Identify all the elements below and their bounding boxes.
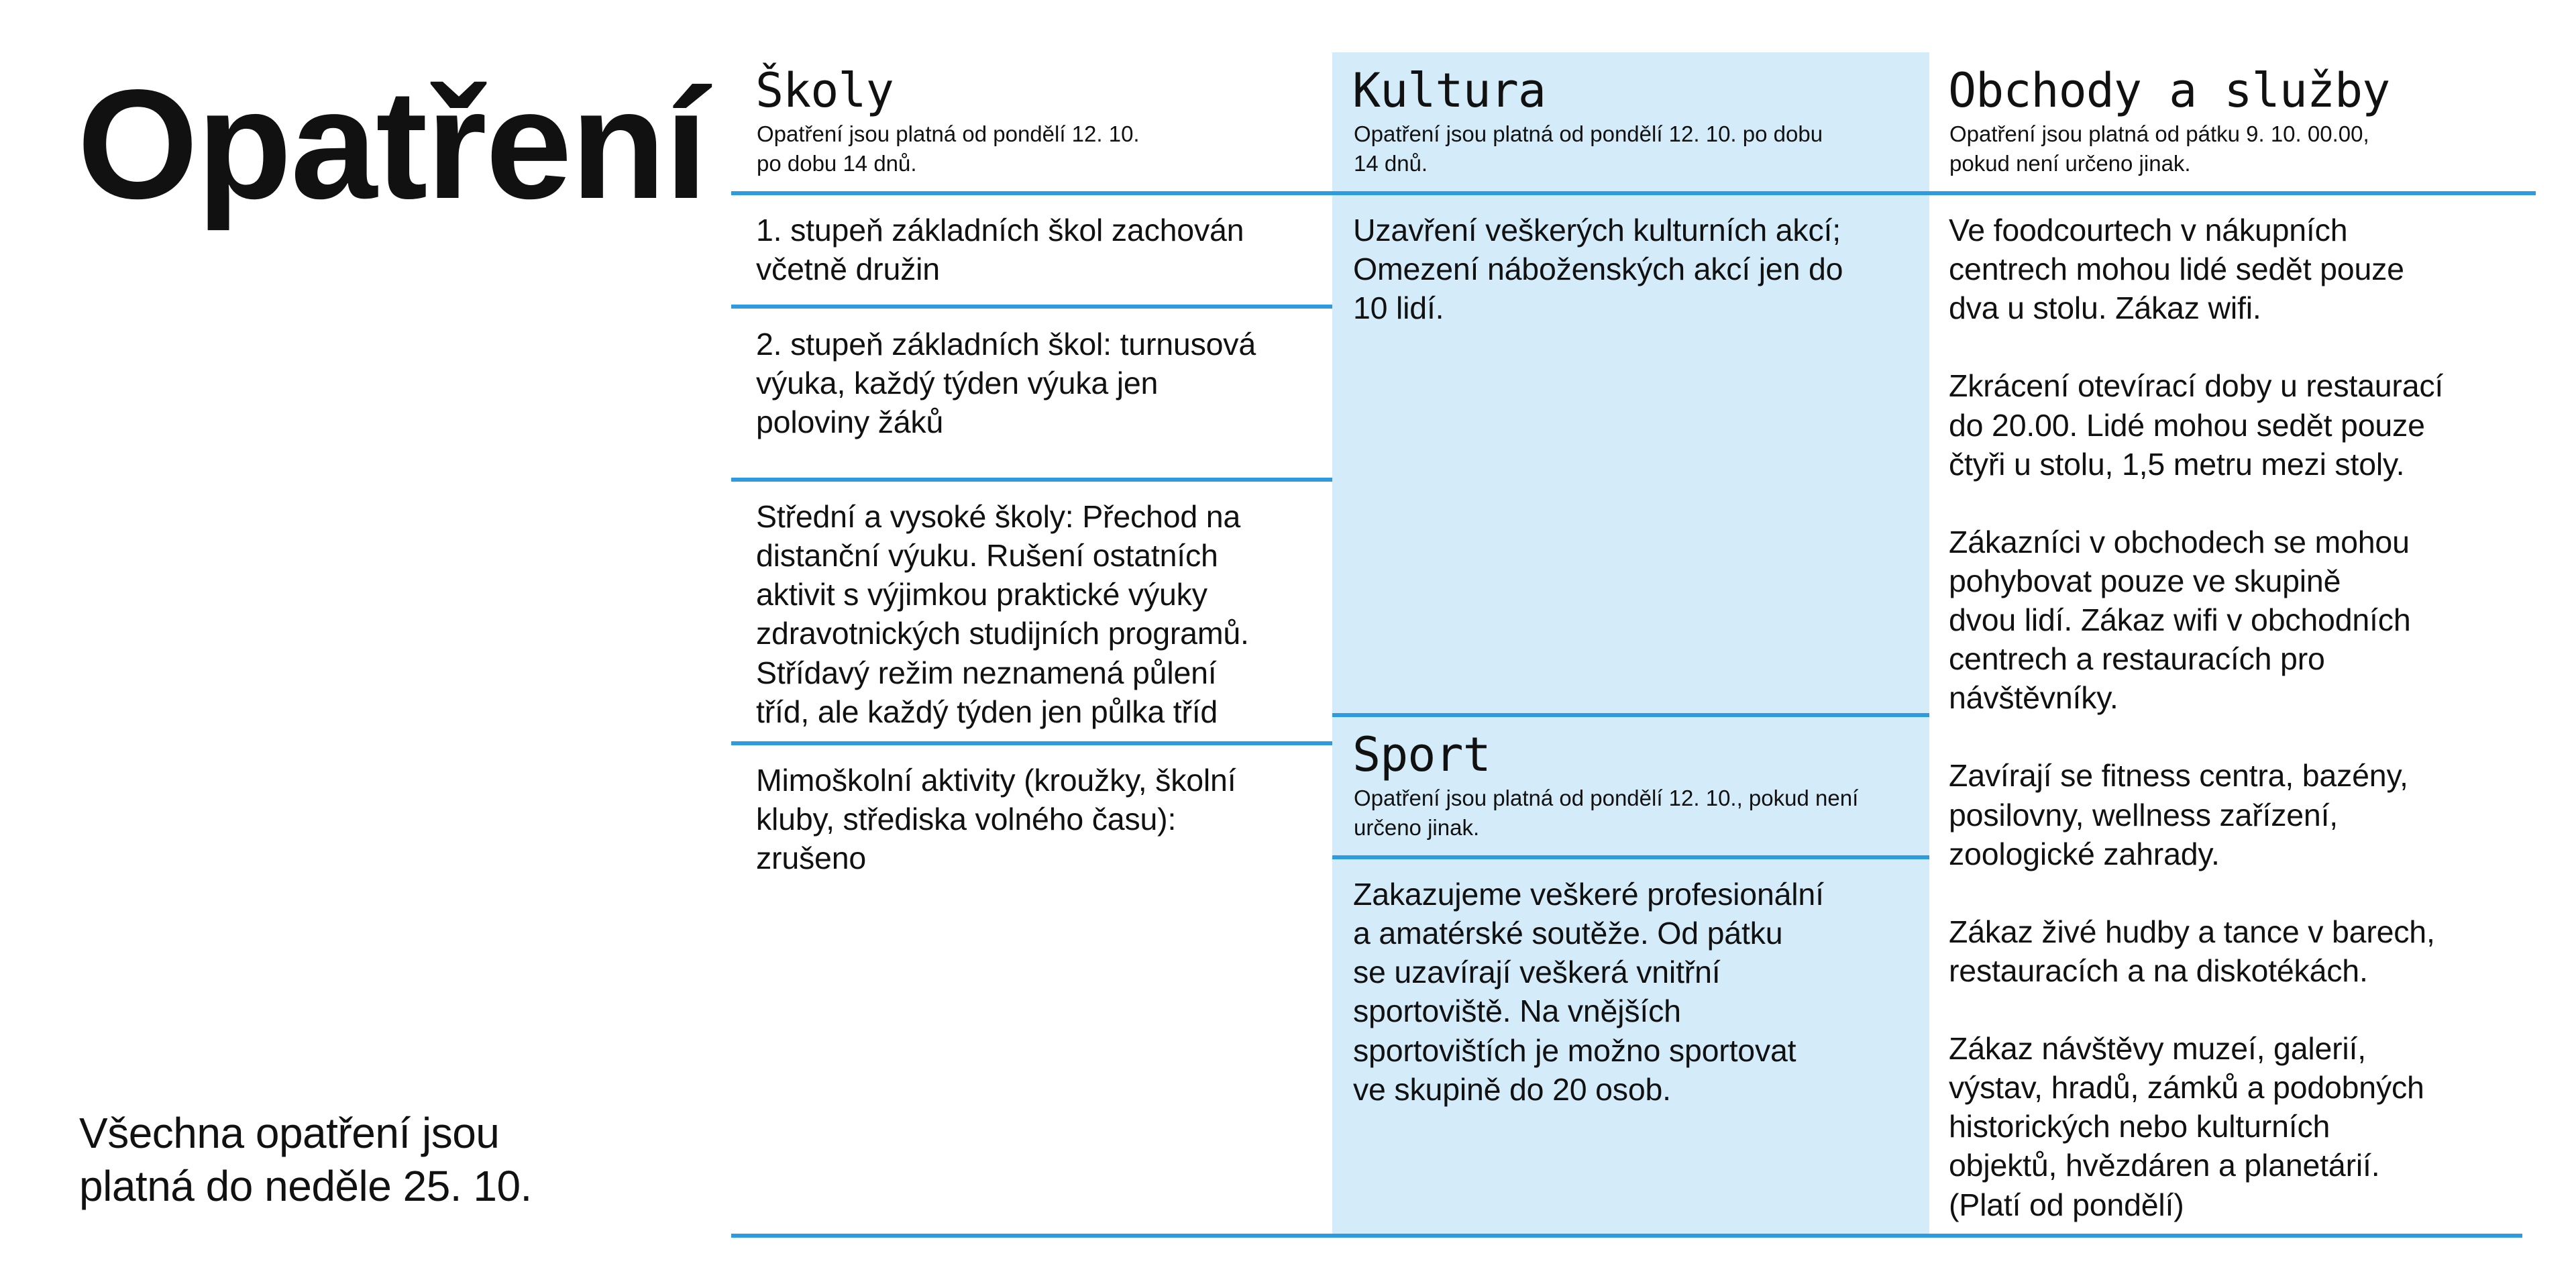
sport-subtitle: Opatření jsou platná od pondělí 12. 10., pokud není určeno jinak.	[1354, 786, 1859, 840]
kultura-sport-divider	[1332, 713, 1929, 717]
obchody-paragraphs	[1949, 211, 2443, 1224]
kultura-item-1: Uzavření veškerých kulturních akcí; Omezení náboženských akcí jen do 10 lidí.	[1353, 213, 1843, 326]
obchody-paragraph-6: Zákaz návštěvy muzeí, galerií, výstav, hradů, zámků a podobných historických nebo kulturních objektů, hvězdáren a planetárií. (Platí od pondělí)	[1949, 1031, 2424, 1222]
sport-heading: Sport	[1352, 727, 1491, 782]
skoly-heading: Školy	[755, 63, 894, 118]
skoly-item-2: 2. stupeň základních škol: turnusová výuka, každý týden výuka jen poloviny žáků	[756, 327, 1256, 440]
header-divider	[731, 191, 2536, 195]
page-title: Opatření	[77, 58, 706, 231]
skoly-item-1: 1. stupeň základních škol zachován včetně družin	[756, 213, 1244, 287]
obchody-heading: Obchody a služby	[1948, 63, 2390, 118]
kultura-heading: Kultura	[1352, 63, 1546, 118]
skoly-item-4: Mimoškolní aktivity (kroužky, školní kluby, střediska volného času): zrušeno	[756, 763, 1236, 876]
validity-note: Všechna opatření jsou platná do neděle 25. 10.	[79, 1109, 532, 1210]
skoly-divider-2	[731, 478, 1332, 482]
sport-item-1: Zakazujeme veškeré profesionální a amatérské soutěže. Od pátku se uzavírají veškerá vnitřní sportoviště. Na vnějších sportovištích je možno sportovat ve skupině do 20 osob.	[1353, 877, 1824, 1107]
obchody-paragraph-1: Ve foodcourtech v nákupních centrech mohou lidé sedět pouze dva u stolu. Zákaz wifi.	[1949, 213, 2404, 326]
sport-header-divider	[1332, 855, 1929, 859]
kultura-subtitle: Opatření jsou platná od pondělí 12. 10. po dobu 14 dnů.	[1354, 121, 1823, 176]
skoly-item-3: Střední a vysoké školy: Přechod na distanční výuku. Rušení ostatních aktivit s výjimkou praktické výuky zdravotnických studijních programů. Střídavý režim neznamená půlení tříd, ale každý týden jen půlka tříd	[756, 499, 1249, 729]
obchody-paragraph-5: Zákaz živé hudby a tance v barech, restauracích a na diskotékách.	[1949, 914, 2435, 988]
obchody-subtitle: Opatření jsou platná od pátku 9. 10. 00.00, pokud není určeno jinak.	[1949, 121, 2369, 176]
obchody-paragraph-2: Zkrácení otevírací doby u restaurací do 20.00. Lidé mohou sedět pouze čtyři u stolu, 1,5 metru mezi stoly.	[1949, 368, 2444, 482]
bottom-divider	[731, 1234, 2522, 1238]
skoly-divider-1	[731, 305, 1332, 309]
obchody-paragraph-4: Zavírají se fitness centra, bazény, posilovny, wellness zařízení, zoologické zahrady.	[1949, 758, 2408, 871]
skoly-subtitle: Opatření jsou platná od pondělí 12. 10. po dobu 14 dnů.	[757, 121, 1140, 176]
obchody-paragraph-3: Zákazníci v obchodech se mohou pohybovat pouze ve skupině dvou lidí. Zákaz wifi v obchodních centrech a restauracích pro návštěvníky.	[1949, 524, 2411, 716]
skoly-divider-3	[731, 741, 1332, 745]
